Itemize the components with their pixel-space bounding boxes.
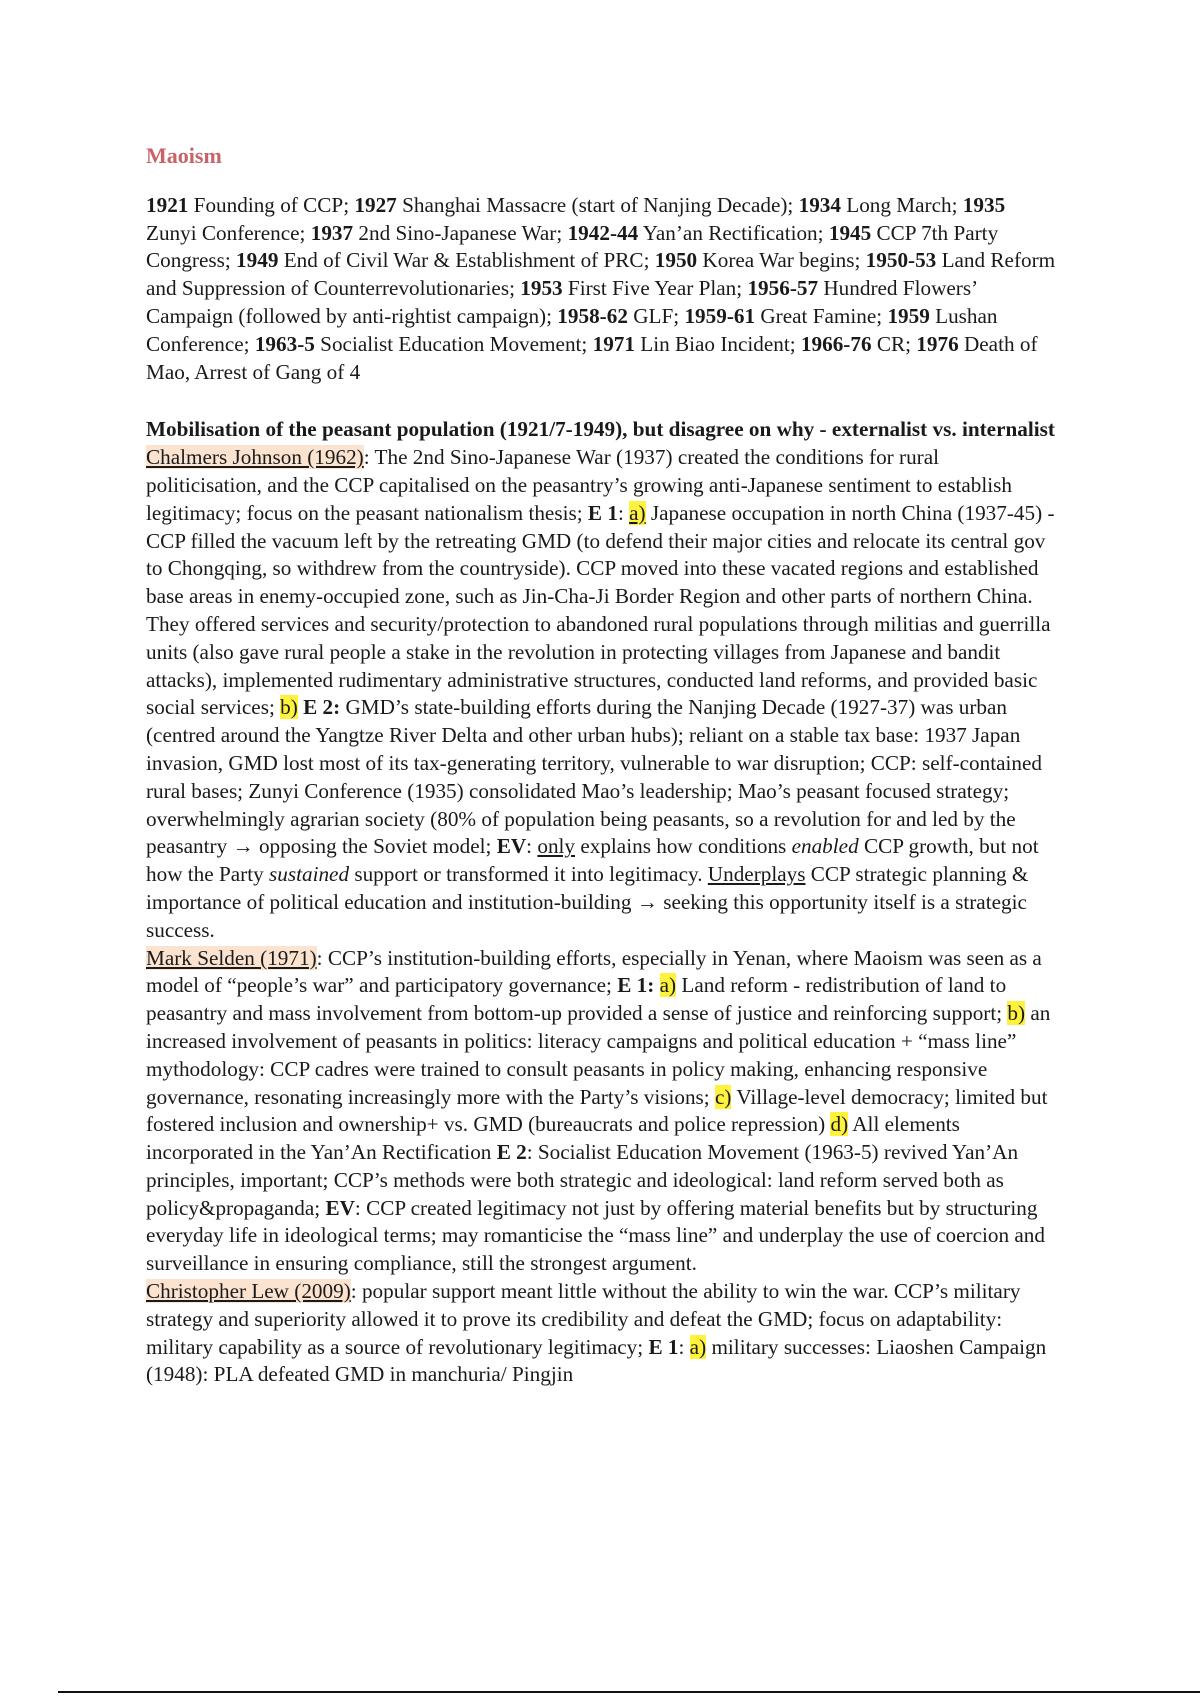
page-title: Maoism [146,143,222,168]
paragraph-text: an increased involvement of peasants in politics: literacy campaigns and political education + “mass line” mythodology: CCP cadres were trained to consult peasants in policy making, enhancing responsive governance, resonating increasingly more with the Party’s visions; [146,1001,1051,1109]
timeline-year: 1950 [654,248,698,273]
paragraph-text: GMD’s state-building efforts during the Nanjing Decade (1927-37) was urban (centred around the Yangtze River Delta and other urban hubs); reliant on a stable tax base: 1937 Japan invasion, GMD lost most of its tax-generating territory, vulnerable to war disruption; CCP: self-contained rural bases; Zunyi Conference (1935) consolidated Mao’s leadership; Mao’s peasant focused strategy; overwhelmingly agrarian society (80% of population being peasants, so a revolution for and led by the peasantry → opposing the Soviet model; [146,695,1042,859]
highlight-marker: d) [830,1112,849,1137]
highlight-marker: a) [629,500,646,525]
timeline-event: Socialist Education Movement; [314,331,593,356]
timeline-year: 1963-5 [254,331,315,356]
timeline-event: Long March; [840,192,963,217]
timeline-event: End of Civil War & Establishment of PRC; [278,248,655,273]
timeline-year: 1953 [520,276,563,301]
timeline-year: 1937 [310,220,354,245]
evidence-label: E 1 [587,500,618,525]
evidence-label: E 2 [496,1140,527,1165]
paragraph-text: : [617,500,630,525]
highlight-marker: c) [715,1084,732,1109]
timeline-year: 1966-76 [800,331,872,356]
timeline-event: Zunyi Conference; [146,220,311,245]
timeline-year: 1934 [798,192,841,217]
timeline-year: 1950-53 [865,248,937,273]
paragraph-text: Village-level democracy; limited but fostered inclusion and ownership+ vs. GMD (bureaucrats and police repression) [146,1084,1048,1137]
paragraph-text: CCP growth, but not how the Party [146,834,1039,887]
paragraph-text: : CCP created legitimacy not just by offering material benefits but by structuring everyday life in ideological terms; may romanticise the “mass line” and underplay the use of coercion and surveillance in ensuring compliance, still the strongest argument. [146,1195,1045,1276]
italic-word: sustained [269,862,350,887]
paragraph-text: support or transformed it into legitimacy. [349,862,708,887]
paragraph-text: Japanese occupation in north China (1937-45) - CCP filled the vacuum left by the retreating GMD (to defend their major cities and relocate its central gov to Chongqing, so withdrew from the countryside). CCP moved into these vacated regions and established base areas in enemy-occupied zone, such as Jin-Cha-Ji Border Region and other parts of northern China. They offered services and security/protection to abandoned rural populations through militias and guerrilla units (also gave rural people a stake in the revolution in protecting villages from Japanese and bandit attacks), implemented rudimentary administrative structures, conducted land reforms, and provided basic social services; [146,500,1055,720]
timeline-event: Lin Biao Incident; [634,331,801,356]
timeline-event: Korea War begins; [697,248,866,273]
paragraph-text: CCP strategic planning & importance of political education and institution-building → seeking this opportunity itself is a strategic success. [146,862,1029,942]
section-heading: Mobilisation of the peasant population (1921/7-1949), but disagree on why - externalist vs. internalist [146,417,1055,442]
timeline-year: 1921 [146,192,189,217]
highlight-marker: a) [689,1334,707,1359]
timeline-paragraph [146,192,1056,387]
paragraph-text [654,973,659,997]
timeline-year: 1935 [962,192,1006,217]
timeline-year: 1927 [354,192,397,217]
paragraph-text: Land reform - redistribution of land to peasantry and mass involvement from bottom-up provided a sense of justice and reinforcing support; [146,973,1008,1026]
timeline-event: Land Reform and Suppression of Counterrevolutionaries; [146,248,1056,301]
paragraph-text: : Socialist Education Movement (1963-5) revived Yan’An principles, important; CCP’s methods were both strategic and ideological: land reform served both as policy&propaganda; [146,1140,1019,1220]
evaluation-label: EV [325,1195,355,1220]
highlight-marker: b) [280,695,298,720]
paragraph-text: All elements incorporated in the Yan’An Rectification [146,1112,960,1165]
evidence-label: E 2: [303,695,341,720]
underlined-word: only [537,834,576,859]
evaluation-label: EV [496,834,527,859]
italic-word: enabled [791,834,859,859]
highlight-marker: b) [1007,1001,1026,1026]
timeline-year: 1959-61 [684,303,756,328]
timeline-event: Lushan Conference; [146,303,998,356]
timeline-event: Great Famine; [755,303,888,328]
paragraph-text: military successes: Liaoshen Campaign (1948): PLA defeated GMD in manchuria/ Pingjin [146,1334,1047,1387]
timeline-year: 1959 [887,303,930,328]
timeline-year: 1958-62 [557,303,628,328]
page-bottom-rule [58,1691,1200,1693]
timeline-event: Hundred Flowers’ Campaign (followed by anti-rightist campaign); [146,276,977,328]
evidence-label: E 1 [648,1334,679,1359]
author-citation: Mark Selden (1971) [146,945,317,970]
timeline-event: CR; [871,331,917,356]
highlight-marker: a) [659,973,677,998]
timeline-year: 1945 [828,220,872,245]
timeline-year: 1956-57 [747,276,819,301]
author-citation: Christopher Lew (2009) [146,1279,351,1304]
lew-paragraph [146,1278,1056,1389]
timeline-event: Shanghai Massacre (start of Nanjing Decade); [396,192,799,217]
timeline-year: 1971 [592,331,635,356]
selden-paragraph [146,945,1056,1279]
timeline-year: 1949 [236,248,279,273]
johnson-paragraph [146,444,1056,944]
paragraph-text: explains how conditions [575,834,792,859]
paragraph-text: : [526,834,538,859]
timeline-event: Yan’an Rectification; [638,220,829,245]
paragraph-text: : CCP’s institution-building efforts, especially in Yenan, where Maoism was seen as a model of “people’s war” and participatory governance; [146,945,1042,998]
timeline-event: GLF; [627,303,685,328]
timeline-year: 1942-44 [567,220,639,245]
author-citation: Chalmers Johnson (1962) [146,445,364,470]
timeline-event: CCP 7th Party Congress; [146,220,999,273]
timeline-event: 2nd Sino-Japanese War; [353,220,568,245]
evidence-label: E 1: [617,973,655,998]
document-page [146,142,1056,1389]
timeline-event: First Five Year Plan; [562,276,748,301]
paragraph-text: : [678,1334,690,1359]
underlined-word: Underplays [707,862,806,887]
timeline-event: Founding of CCP; [188,192,355,217]
paragraph-text: : popular support meant little without the ability to win the war. CCP’s military strategy and superiority allowed it to prove its credibility and defeat the GMD; focus on adaptability: military capability as a source of revolutionary legitimacy; [146,1279,1021,1359]
timeline-event: Death of Mao, Arrest of Gang of 4 [146,331,1038,384]
paragraph-text: : The 2nd Sino-Japanese War (1937) created the conditions for rural politicisation, and the CCP capitalised on the peasantry’s growing anti-Japanese sentiment to establish legitimacy; focus on the peasant nationalism thesis; [146,445,1012,525]
timeline-year: 1976 [916,331,959,356]
